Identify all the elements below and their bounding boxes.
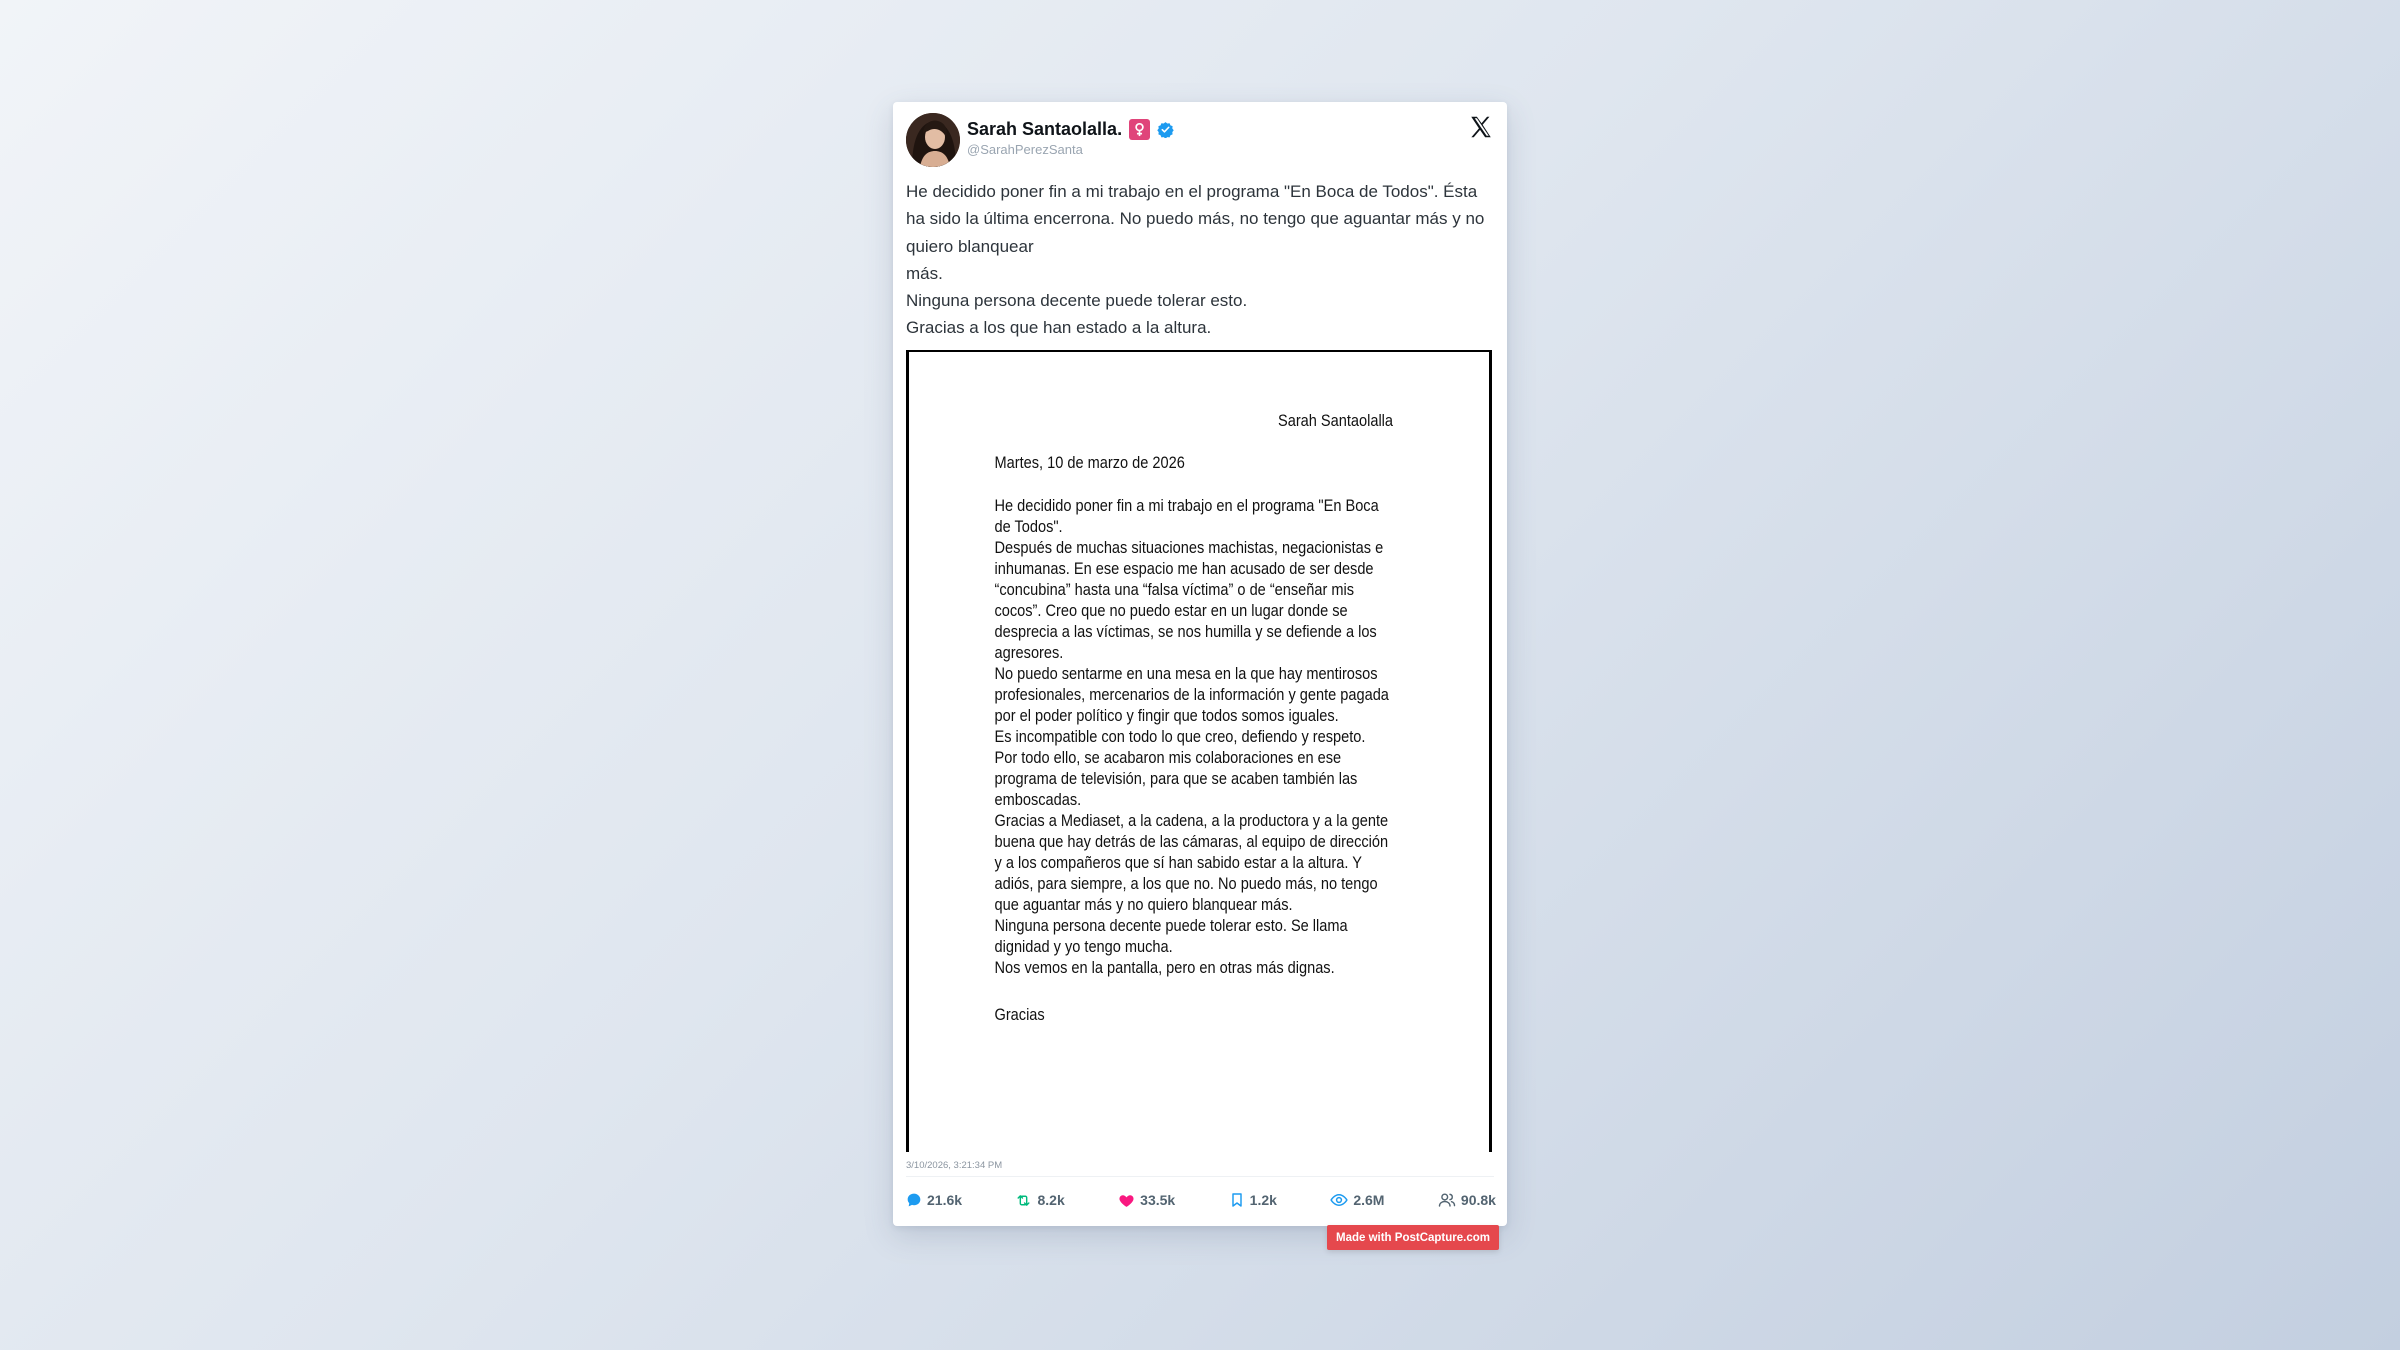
- letter-date: Martes, 10 de marzo de 2026: [994, 454, 1185, 472]
- eye-icon: [1330, 1191, 1348, 1209]
- tweet-text-line: quiero blanquear: [906, 236, 1034, 256]
- author-handle[interactable]: @SarahPerezSanta: [967, 142, 1083, 157]
- letter-line: Por todo ello, se acabaron mis colaboraciones en ese: [994, 749, 1342, 767]
- avatar[interactable]: [906, 113, 960, 167]
- letter-line: Ninguna persona decente puede tolerar esto. Se llama: [994, 917, 1348, 935]
- letter-line: adiós, para siempre, a los que no. No puedo más, no tengo: [994, 875, 1378, 893]
- follower-count-value: 90.8k: [1460, 1192, 1496, 1208]
- letter-line: programa de televisión, para que se acaben también las: [994, 770, 1358, 788]
- letter-closing: Gracias: [994, 1006, 1045, 1024]
- bookmark-count-value: 1.2k: [1249, 1192, 1277, 1208]
- like-count[interactable]: [1118, 1192, 1175, 1209]
- letter-line: de Todos".: [994, 518, 1063, 536]
- letter-line: emboscadas.: [994, 791, 1082, 809]
- x-logo-icon[interactable]: [1468, 114, 1494, 140]
- tweet-text: [906, 178, 1498, 342]
- people-icon: [1438, 1191, 1456, 1209]
- letter-line: desprecia a las víctimas, se nos humilla y se defiende a los: [994, 623, 1377, 641]
- letter-line: Es incompatible con todo lo que creo, defiendo y respeto.: [994, 728, 1366, 746]
- repost-count-value: 8.2k: [1037, 1192, 1065, 1208]
- letter-document: [909, 352, 1431, 1152]
- letter-signature: Sarah Santaolalla: [1278, 412, 1394, 430]
- letter-line: Después de muchas situaciones machistas, negacionistas e: [994, 539, 1384, 557]
- heart-icon: [1118, 1192, 1135, 1209]
- engagement-stats: [906, 1186, 1496, 1214]
- letter-line: Nos vemos en la pantalla, pero en otras más dignas.: [994, 959, 1335, 977]
- letter-line: dignidad y yo tengo mucha.: [994, 938, 1173, 956]
- like-count-value: 33.5k: [1140, 1192, 1176, 1208]
- view-count-value: 2.6M: [1353, 1192, 1385, 1208]
- tweet-text-line: Ninguna persona decente puede tolerar esto.: [906, 291, 1248, 311]
- letter-line: por el poder político y fingir que todos somos iguales.: [994, 707, 1339, 725]
- author-name-row: [967, 114, 1174, 144]
- reply-bubble-icon: [906, 1192, 922, 1208]
- repost-icon: [1015, 1192, 1032, 1209]
- letter-line: y a los compañeros que sí han sabido estar a la altura. Y: [994, 854, 1362, 872]
- letter-line: profesionales, mercenarios de la información y gente pagada: [994, 686, 1389, 704]
- attached-letter-image[interactable]: [906, 350, 1492, 1152]
- letter-body: [995, 496, 1389, 979]
- letter-line: buena que hay detrás de las cámaras, al equipo de dirección: [994, 833, 1389, 851]
- letter-line: Gracias a Mediaset, a la cadena, a la productora y a la gente: [994, 812, 1389, 830]
- letter-line: “concubina” hasta una “falsa víctima” o de “enseñar mis: [994, 581, 1355, 599]
- bookmark-icon: [1229, 1192, 1245, 1208]
- letter-line: cocos”. Creo que no puedo estar en un lugar donde se: [994, 602, 1348, 620]
- verified-badge-icon: [1157, 121, 1174, 138]
- letter-line: He decidido poner fin a mi trabajo en el programa "En Boca: [994, 497, 1379, 515]
- female-sign-icon: [1129, 119, 1150, 140]
- letter-line: que aguantar más y no quiero blanquear más.: [994, 896, 1293, 914]
- reply-count[interactable]: [906, 1192, 962, 1208]
- tweet-timestamp[interactable]: 3/10/2026, 3:21:34 PM: [906, 1160, 1003, 1171]
- view-count[interactable]: [1330, 1191, 1384, 1209]
- tweet-text-line: ha sido la última encerrona. No puedo más, no tengo que aguantar más y no: [906, 209, 1485, 229]
- postcapture-watermark[interactable]: Made with PostCapture.com: [1327, 1225, 1499, 1250]
- tweet-text-line: Gracias a los que han estado a la altura.: [906, 318, 1212, 338]
- letter-line: agresores.: [994, 644, 1064, 662]
- bookmark-count[interactable]: [1229, 1192, 1277, 1208]
- follower-count[interactable]: [1438, 1191, 1496, 1209]
- stats-divider: [906, 1176, 1494, 1177]
- author-display-name[interactable]: Sarah Santaolalla.: [967, 118, 1123, 139]
- letter-line: inhumanas. En ese espacio me han acusado de ser desde: [994, 560, 1374, 578]
- repost-count[interactable]: [1015, 1192, 1064, 1209]
- tweet-card: [893, 102, 1507, 1226]
- letter-line: No puedo sentarme en una mesa en la que hay mentirosos: [994, 665, 1378, 683]
- tweet-text-line: más.: [906, 263, 943, 283]
- tweet-text-line: He decidido poner fin a mi trabajo en el programa "En Boca de Todos". Ésta: [906, 182, 1478, 201]
- reply-count-value: 21.6k: [927, 1192, 963, 1208]
